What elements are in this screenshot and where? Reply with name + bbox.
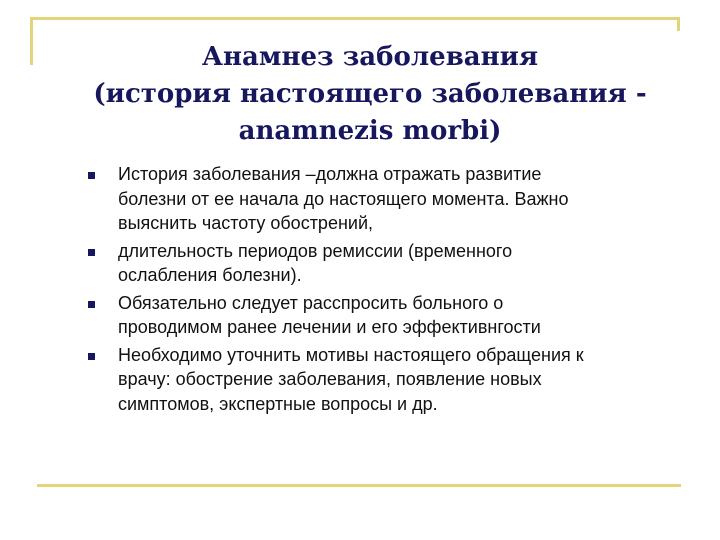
bullet-item-history [88, 162, 688, 236]
title-line: Анамнез заболевания [201, 42, 539, 72]
bullet-item-motives [88, 343, 688, 417]
bullet-item-treatment [88, 291, 688, 340]
bullet-line: ослабления болезни). [118, 265, 302, 285]
frame-right-line [677, 17, 680, 31]
frame-left-line [30, 17, 33, 65]
square-bullet-icon [88, 301, 95, 308]
title-line: anamnezis morbi) [238, 116, 502, 146]
bullet-line: врачу: обострение заболевания, появление новых [118, 369, 542, 389]
bullet-line: Необходимо уточнить мотивы настоящего обращения к [118, 344, 584, 365]
bullet-line: История заболевания –должна отражать развитие [118, 164, 542, 184]
bullet-line: выяснить частоту обострений, [118, 213, 374, 233]
bullet-line: болезни от ее начала до настоящего момента. Важно [118, 188, 569, 209]
bullet-text [118, 343, 688, 417]
frame-top-line [30, 17, 680, 20]
bullet-line: Обязательно следует расспросить больного о [118, 292, 504, 313]
bullet-line: проводимом ранее лечении и его эффективнгости [118, 317, 541, 337]
bullet-text [118, 162, 688, 236]
square-bullet-icon [88, 353, 95, 360]
slide-title [60, 39, 680, 150]
title-line: (история настоящего заболевания - [93, 79, 647, 109]
bullet-text [118, 291, 688, 340]
bullet-text [118, 239, 688, 288]
bullet-list [88, 162, 688, 416]
frame-bottom-line [37, 484, 681, 487]
square-bullet-icon [88, 172, 95, 179]
square-bullet-icon [88, 249, 95, 256]
bullet-item-remission [88, 239, 688, 288]
bullet-line: симптомов, экспертные вопросы и др. [118, 393, 438, 414]
bullet-line: длительность периодов ремиссии (временного [118, 240, 513, 261]
